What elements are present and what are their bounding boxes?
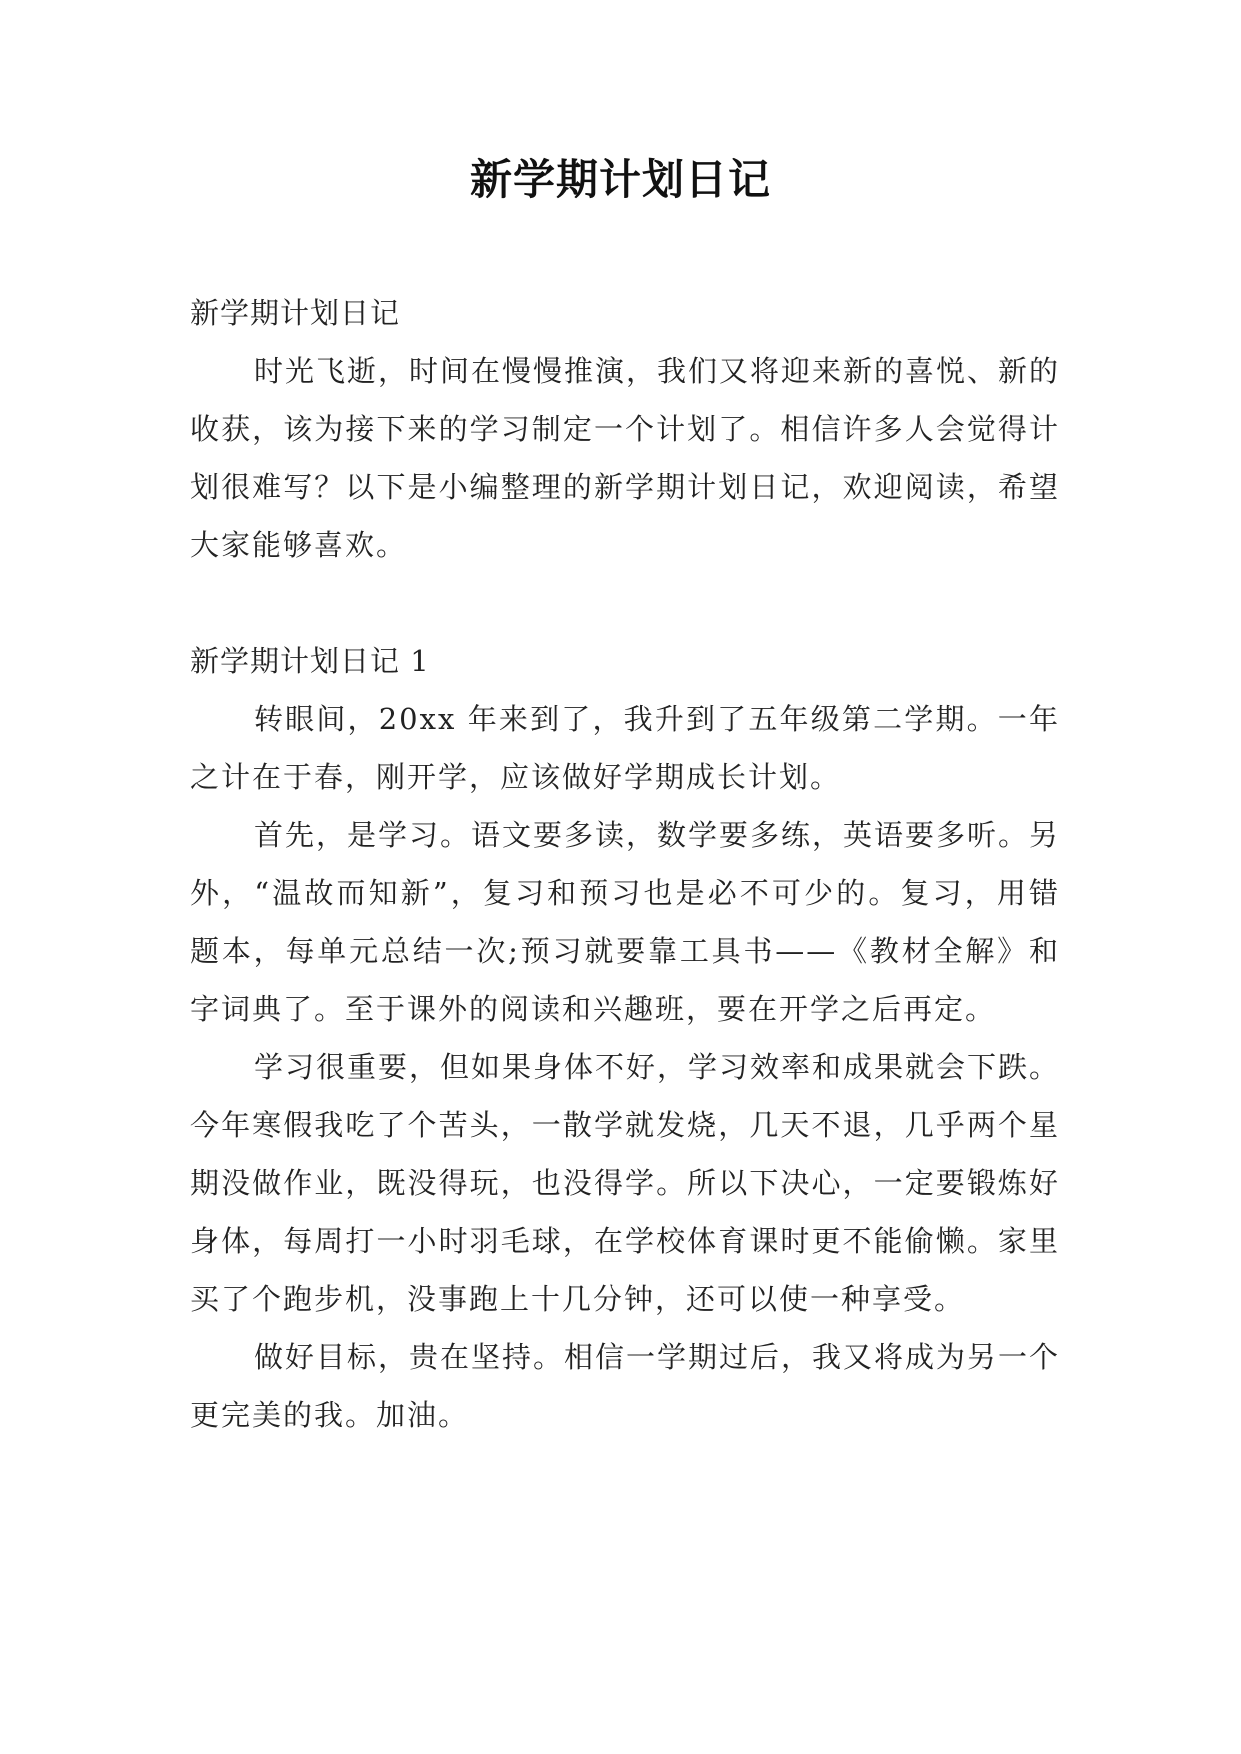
document-body bbox=[190, 284, 1060, 1444]
intro-heading: 新学期计划日记 bbox=[190, 296, 401, 330]
intro-paragraph: 时光飞逝，时间在慢慢推演，我们又将迎来新的喜悦、新的收获，该为接下来的学习制定一个计划了。相信许多人会觉得计划很难写？以下是小编整理的新学期计划日记，欢迎阅读，希望大家能够喜欢。 bbox=[190, 354, 1061, 562]
body-paragraph: 学习很重要，但如果身体不好，学习效率和成果就会下跌。今年寒假我吃了个苦头，一散学就发烧，几天不退，几乎两个星期没做作业，既没得玩，也没得学。所以下决心，一定要锻炼好身体，每周打一小时羽毛球，在学校体育课时更不能偷懒。家里买了个跑步机，没事跑上十几分钟，还可以使一种享受。 bbox=[190, 1050, 1061, 1316]
body-paragraph: 首先，是学习。语文要多读，数学要多练，英语要多听。另外，“温故而知新”，复习和预习也是必不可少的。复习，用错题本，每单元总结一次;预习就要靠工具书——《教材全解》和字词典了。至于课外的阅读和兴趣班，要在开学之后再定。 bbox=[190, 818, 1061, 1026]
document-title: 新学期计划日记 bbox=[469, 155, 771, 204]
body-paragraph: 转眼间，20xx 年来到了，我升到了五年级第二学期。一年之计在于春，刚开学，应该做好学期成长计划。 bbox=[190, 702, 1060, 794]
section-spacer bbox=[190, 574, 1060, 632]
section-heading: 新学期计划日记 1 bbox=[190, 644, 430, 678]
body-paragraph: 做好目标，贵在坚持。相信一学期过后，我又将成为另一个更完美的我。加油。 bbox=[190, 1340, 1061, 1432]
